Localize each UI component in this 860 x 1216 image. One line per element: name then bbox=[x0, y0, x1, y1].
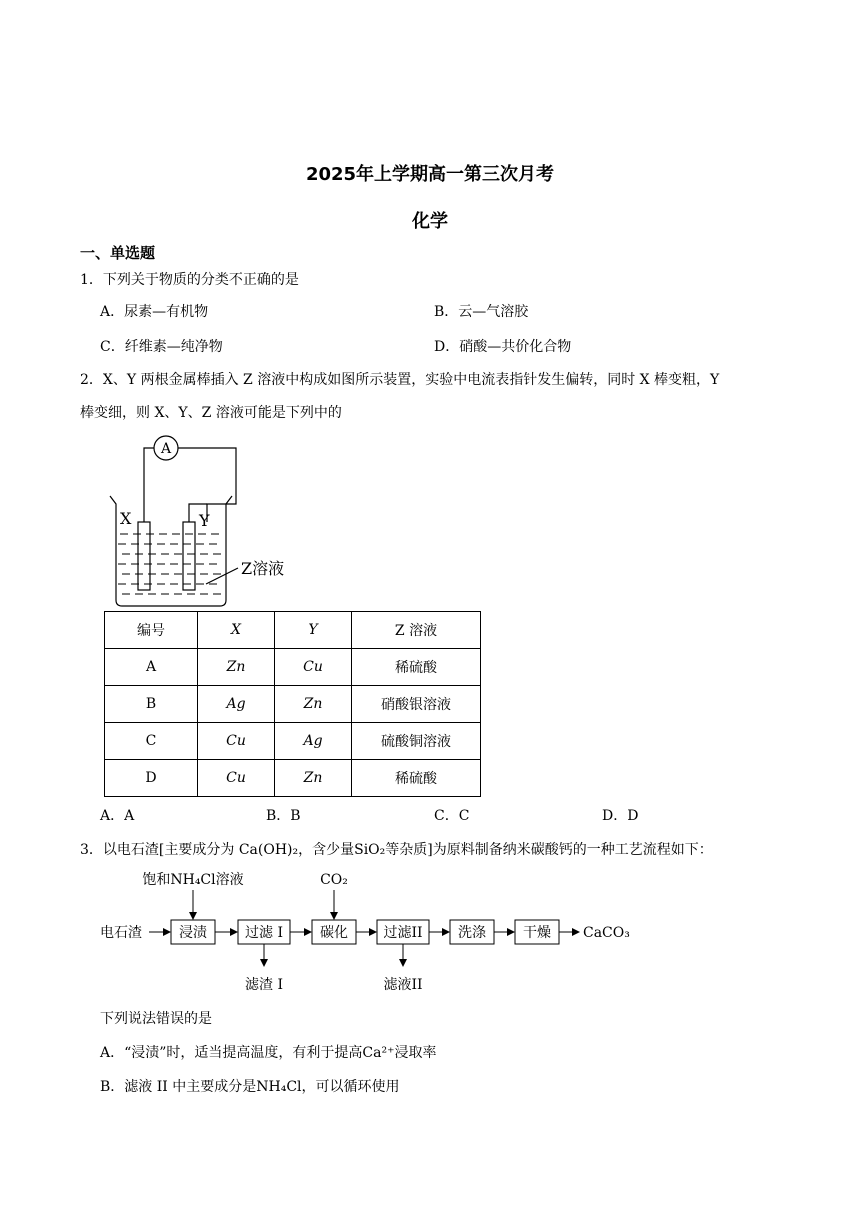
galvanic-cell-figure bbox=[96, 434, 306, 610]
q3-question: 下列说法错误的是 bbox=[100, 1011, 212, 1027]
flow-start-label: 电石渣 bbox=[100, 925, 142, 941]
process-flow-diagram bbox=[96, 868, 656, 998]
flow-step-label: 浸渍 bbox=[179, 925, 207, 941]
flow-reagent2-label: CO₂ bbox=[320, 872, 348, 888]
table-cell: B bbox=[105, 686, 198, 723]
table-cell: Ag bbox=[275, 723, 352, 760]
table-row bbox=[105, 649, 481, 686]
flow-step-label: 过滤II bbox=[383, 925, 423, 941]
flow-step-label: 碳化 bbox=[320, 925, 348, 941]
table-header-cell: Z 溶液 bbox=[352, 612, 481, 649]
q2-option-a: A．A bbox=[100, 808, 135, 824]
table-cell: Zn bbox=[275, 760, 352, 797]
table-cell: Ag bbox=[198, 686, 275, 723]
q2-stem-line1: 2．X、Y 两根金属棒插入 Z 溶液中构成如图所示装置，实验中电流表指针发生偏转，同时 X 棒变粗，Y bbox=[80, 372, 720, 388]
exam-title: 2025年上学期高一第三次月考 bbox=[305, 164, 555, 185]
q2-options-table bbox=[104, 611, 481, 797]
flow-step-label: 干燥 bbox=[523, 925, 551, 941]
q2-option-c: C．C bbox=[434, 808, 470, 824]
table-header-cell: X bbox=[198, 612, 275, 649]
table-cell: Zn bbox=[275, 686, 352, 723]
exam-subject: 化学 bbox=[412, 211, 448, 232]
q3-option-a: A．“浸渍”时，适当提高温度，有利于提高Ca²⁺浸取率 bbox=[100, 1045, 437, 1061]
table-cell: 硝酸银溶液 bbox=[352, 686, 481, 723]
table-cell: D bbox=[105, 760, 198, 797]
table-row bbox=[105, 723, 481, 760]
table-cell: 稀硫酸 bbox=[352, 760, 481, 797]
table-cell: C bbox=[105, 723, 198, 760]
flow-step-label: 过滤 I bbox=[245, 925, 283, 941]
q1-option-c: C．纤维素—纯净物 bbox=[100, 339, 223, 355]
table-header-cell: Y bbox=[275, 612, 352, 649]
flow-step-label: 洗涤 bbox=[458, 925, 486, 941]
flow-byproduct2-label: 滤液II bbox=[383, 977, 423, 993]
q1-option-d: D．硝酸—共价化合物 bbox=[434, 339, 572, 355]
table-cell: Cu bbox=[198, 760, 275, 797]
table-cell: Cu bbox=[275, 649, 352, 686]
q2-option-b: B．B bbox=[266, 808, 301, 824]
flow-byproduct1-label: 滤渣 I bbox=[245, 977, 283, 993]
q3-stem: 3．以电石渣[主要成分为 Ca(OH)₂，含少量SiO₂等杂质]为原料制备纳米碳酸钙的一种工艺流程如下： bbox=[80, 842, 713, 858]
rod-y-label: Y bbox=[199, 511, 210, 530]
q2-stem-line2: 棒变细，则 X、Y、Z 溶液可能是下列中的 bbox=[80, 405, 342, 421]
table-row bbox=[105, 686, 481, 723]
q3-option-b: B．滤液 II 中主要成分是NH₄Cl，可以循环使用 bbox=[100, 1079, 400, 1095]
table-cell: Cu bbox=[198, 723, 275, 760]
q2-option-d: D．D bbox=[602, 808, 639, 824]
table-cell: A bbox=[105, 649, 198, 686]
solution-label: Z溶液 bbox=[241, 559, 285, 578]
table-cell: 稀硫酸 bbox=[352, 649, 481, 686]
flow-product-label: CaCO₃ bbox=[583, 925, 630, 941]
q1-option-b: B．云—气溶胶 bbox=[434, 304, 529, 320]
table-header-cell: 编号 bbox=[105, 612, 198, 649]
ammeter-label: A bbox=[160, 441, 172, 457]
table-header-row bbox=[105, 612, 481, 649]
table-cell: 硫酸铜溶液 bbox=[352, 723, 481, 760]
q1-stem: 1．下列关于物质的分类不正确的是 bbox=[80, 272, 299, 288]
rod-x-label: X bbox=[120, 509, 132, 528]
q1-option-a: A．尿素—有机物 bbox=[100, 304, 209, 320]
section-title: 一、单选题 bbox=[80, 244, 156, 262]
table-cell: Zn bbox=[198, 649, 275, 686]
table-row bbox=[105, 760, 481, 797]
flow-reagent1-label: 饱和NH₄Cl溶液 bbox=[142, 872, 244, 888]
